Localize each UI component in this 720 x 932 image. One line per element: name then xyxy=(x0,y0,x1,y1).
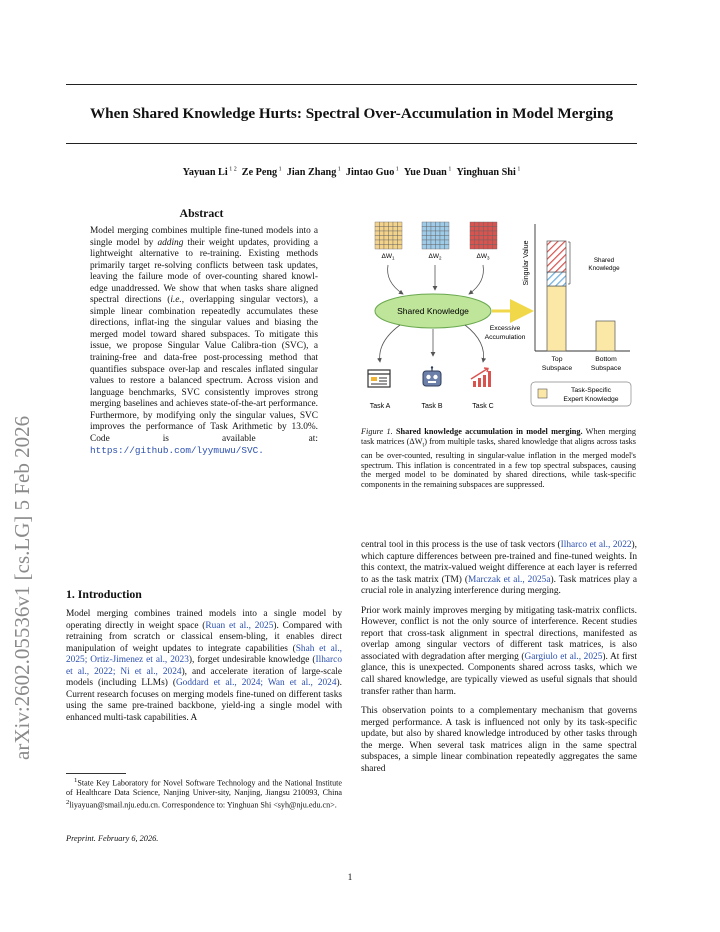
page-number: 1 xyxy=(347,873,353,883)
task-c-icon xyxy=(471,368,491,387)
task-matrix-grid-1 xyxy=(375,222,402,249)
arxiv-identifier: arXiv:2602.05536v1 [cs.LG] 5 Feb 2026 xyxy=(10,415,34,760)
preprint-date: Preprint. February 6, 2026. xyxy=(66,834,159,843)
intro-right-column xyxy=(361,540,637,783)
author-name: Yue Duan $^1$ xyxy=(403,167,452,179)
legend-task-specific-2: Expert Knowledge xyxy=(563,396,619,403)
task-matrix-grid-3 xyxy=(470,222,497,249)
top-subspace-bar-shared-red xyxy=(547,241,566,272)
citation[interactable]: Marczak et al., 2025a xyxy=(467,574,551,585)
bottom-subspace-label-2: Subspace xyxy=(590,365,622,372)
task-matrix-grids xyxy=(375,222,497,249)
top-subspace-bar-task-specific xyxy=(547,286,566,351)
top-subspace-label-2: Subspace xyxy=(541,365,573,372)
task-a-icon xyxy=(368,370,390,387)
task-c-label: Task C xyxy=(472,403,494,410)
citation[interactable]: Goddard et al., 2024; Wan et al., 2024 xyxy=(175,678,337,689)
intro-paragraph-2: central tool in this process is the use of task vectors (Ilharco et al., 2022), which capture differences between pre-trained and fine-tuned weights. In this context, the matrix-valued weight difference at each layer is referred to as the task matrix (TM) (Marczak et al., 2025a). Task matrices play a crucial role in analyzing interference during merging. xyxy=(361,540,637,597)
legend-task-specific-1: Task-Specific xyxy=(570,387,612,394)
author-list xyxy=(66,167,637,178)
delta-w-1-label: $\Delta W_1$ xyxy=(381,253,395,261)
bottom-subspace-bar xyxy=(596,321,615,351)
author-name: Ze Peng $^1$ xyxy=(241,167,282,179)
y-axis-label: Singular Value xyxy=(523,240,530,286)
arrow-shared-to-task-a xyxy=(380,325,400,362)
footnote: $^1$State Key Laboratory for Novel Software Technology and the National Institute of Healthcare Data Science, Nanjing Univer-sity, Nanjing, Jiangsu 210093, China $^2$liyayuan@smail.nju.edu.cn. Correspondence to: Yinghuan Shi <syh@nju.edu.cn>. xyxy=(66,777,342,810)
bottom-subspace-label-1: Bottom xyxy=(595,356,617,363)
section-heading-introduction: 1. Introduction xyxy=(66,587,142,601)
legend-swatch-task-specific xyxy=(538,389,547,398)
delta-w-3-label: $\Delta W_3$ xyxy=(476,253,490,261)
shared-label-line2: Knowledge xyxy=(588,265,620,272)
intro-left-column xyxy=(66,609,342,732)
accumulation-label: Accumulation xyxy=(484,334,526,341)
figure-1-diagram xyxy=(355,210,640,420)
task-b-label: Task B xyxy=(421,403,443,410)
shared-label-line1: Shared xyxy=(593,257,615,264)
citation[interactable]: Gargiulo et al., 2025 xyxy=(524,651,603,662)
author-name: Jintao Guo $^1$ xyxy=(345,167,399,179)
citation[interactable]: Shah et al., 2025; Ortiz-Jimenez et al., 2023 xyxy=(66,643,342,666)
shared-knowledge-label: Shared Knowledge xyxy=(397,306,469,316)
task-b-icon xyxy=(423,366,441,386)
abstract-text: Model merging combines multiple fine-tuned models into a single model by adding their weight updates, providing a lightweight alternative to re-training. Existing methods primarily target re-solving conflicts between task updates, leaving the failure mode of over-counting shared knowl-edge unaddressed. We show that when tasks share aligned spectral directions (i.e., overlapping singular vectors), a simple linear combination repeatedly accumulates these directions, inflat-ing the singular values and biasing the merged model toward shared subspaces. To mitigate this issue, we propose Singular Value Calibra-tion (SVC), a training-free and data-free post-processing method that quantifies subspace over-lap and rescales inflated singular values to restore a balanced spectrum. Across vision and language benchmarks, SVC consistently improves strong merging baselines and achieves state-of-the-art performance. Furthermore, by modifying only the singular values, SVC improves the performance of Task Arithmetic by 13.0%. Code is available at: https://github.com/lyymuwu/SVC. xyxy=(90,226,319,457)
author-name: Yayuan Li $^{1 2}$ xyxy=(182,167,237,179)
paper-title: When Shared Knowledge Hurts: Spectral Over-Accumulation in Model Merging xyxy=(89,105,614,122)
intro-paragraph-1: Model merging combines trained models into a single model by operating directly in weight space (Ruan et al., 2025). Compared with retraining from scratch or classical ensem-bling, it enables direct manipulation of weight updates to integrate capabilities (Shah et al., 2025; Ortiz-Jimenez et al., 2023), forget undesirable knowledge (Ilharco et al., 2022; Ni et al., 2024), and accelerate iteration of large-scale models (including LLMs) (Goddard et al., 2024; Wan et al., 2024). Current research focuses on merging models fine-tuned on different tasks using the same pre-trained backbone, yield-ing a single model with enhanced multi-task capabilities. A xyxy=(66,609,342,723)
citation[interactable]: Ruan et al., 2025 xyxy=(205,620,274,631)
author-name: Jian Zhang $^1$ xyxy=(286,167,341,179)
author-name: Yinghuan Shi $^1$ xyxy=(456,167,521,179)
arrow-dw1-to-shared xyxy=(388,265,403,294)
citation[interactable]: Ilharco et al., 2022; Ni et al., 2024 xyxy=(66,655,342,677)
top-subspace-label-1: Top xyxy=(551,356,563,363)
excessive-label: Excessive xyxy=(489,325,521,332)
footnote-rule xyxy=(66,773,126,774)
intro-paragraph-3: Prior work mainly improves merging by mitigating task-matrix conflicts. However, conflict is not the only source of interference. Recent studies report that cross-task alignment in spectral directions, manifested as overlap among singular vectors of different task matrices, is also associated with degradation after merging (Gargiulo et al., 2025). At first glance, this is unexpected. Components shared across tasks, which we call shared knowledge, are typically viewed as useful signals that should transfer rather than harm. xyxy=(361,605,637,697)
delta-w-2-label: $\Delta W_2$ xyxy=(428,253,442,261)
citation[interactable]: Ilharco et al., 2022 xyxy=(560,540,632,550)
arrow-dw3-to-shared xyxy=(469,265,483,294)
figure-1-caption: Figure 1. Shared knowledge accumulation in model merging. When merging task matrices $(\Delta W_t)$ from multiple tasks, shared knowledge that aligns across tasks can be over-counted, resulting in singular-value inflation in the merged model's spectrum. This inflation is concentrated in a few top spectral subspaces, causing the merged model to be dominated by shared directions, while task-specific components in the remaining subspaces are suppressed. xyxy=(361,427,636,489)
task-a-label: Task A xyxy=(369,403,391,410)
task-matrix-grid-2 xyxy=(422,222,449,249)
intro-paragraph-4: This observation points to a complementary mechanism that governs merged performance. A task is influenced not only by its task-specific update, but also by shared knowledge introduced by other tasks through the merge. When several task matrices align in the same spectral subspaces, a simple linear combination repeatedly aggregates the same shared xyxy=(361,706,637,774)
arrow-shared-to-task-c xyxy=(465,325,484,362)
code-link[interactable]: https://github.com/lyymuwu/SVC. xyxy=(90,445,264,457)
title-bottom-rule xyxy=(66,143,637,144)
abstract-heading: Abstract xyxy=(179,206,224,220)
top-subspace-bar-shared-blue xyxy=(547,272,566,286)
title-top-rule xyxy=(66,84,637,85)
